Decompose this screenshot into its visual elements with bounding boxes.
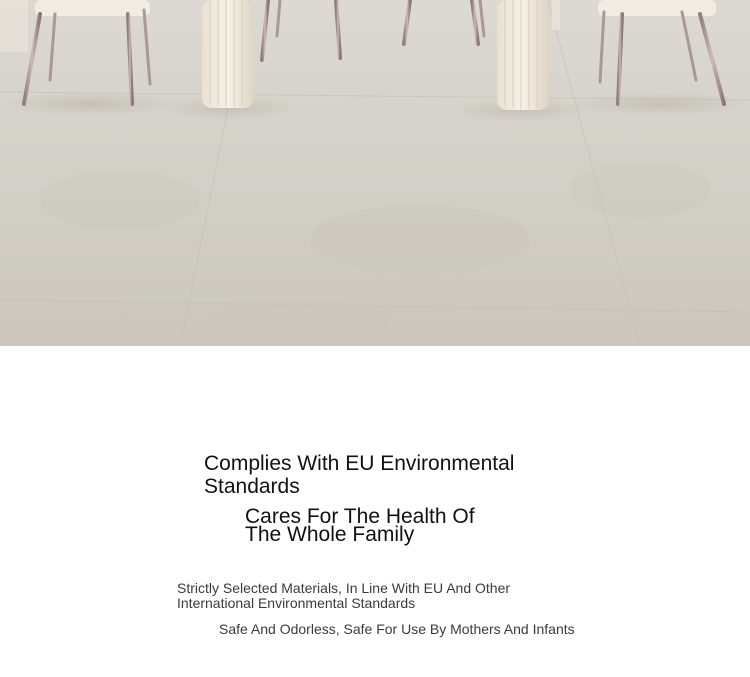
headline-eu-standards: Complies With EU Environmental Standards [204,452,515,498]
safety-description: Safe And Odorless, Safe For Use By Mothers And Infants [219,621,575,637]
right-table-pedestal [497,0,549,110]
headline-family-health: Cares For The Health Of The Whole Family [245,505,475,546]
materials-description: Strictly Selected Materials, In Line With EU And Other International Environmental Standards [177,580,511,611]
left-table-pedestal [202,0,254,108]
